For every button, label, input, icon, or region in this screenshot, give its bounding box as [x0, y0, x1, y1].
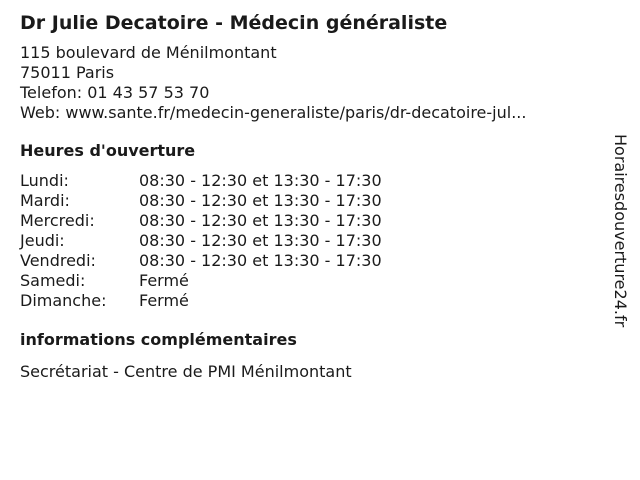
day-label: Vendredi: [20, 251, 96, 270]
site-brand-watermark: Horairesdouverture24.fr [611, 134, 630, 328]
phone-number: Telefon: 01 43 57 53 70 [20, 83, 210, 102]
hours-row-jeudi [20, 231, 600, 251]
day-hours: 08:30 - 12:30 et 13:30 - 17:30 [139, 251, 382, 270]
additional-info-heading: informations complémentaires [20, 330, 297, 349]
hours-row-dimanche [20, 291, 600, 311]
hours-row-lundi [20, 171, 600, 191]
hours-row-mercredi [20, 211, 600, 231]
day-hours: Fermé [139, 291, 189, 310]
opening-hours-table [20, 171, 600, 311]
day-label: Mercredi: [20, 211, 95, 230]
opening-hours-heading: Heures d'ouverture [20, 141, 196, 160]
day-label: Samedi: [20, 271, 86, 290]
day-label: Jeudi: [20, 231, 65, 250]
day-label: Mardi: [20, 191, 70, 210]
website-link[interactable]: Web: www.sante.fr/medecin-generaliste/paris/dr-decatoire-jul... [20, 103, 527, 122]
page-title: Dr Julie Decatoire - Médecin généraliste [20, 12, 448, 34]
address-block [20, 43, 600, 123]
day-hours: 08:30 - 12:30 et 13:30 - 17:30 [139, 211, 382, 230]
day-hours: 08:30 - 12:30 et 13:30 - 17:30 [139, 191, 382, 210]
day-hours: 08:30 - 12:30 et 13:30 - 17:30 [139, 171, 382, 190]
day-hours: 08:30 - 12:30 et 13:30 - 17:30 [139, 231, 382, 250]
hours-row-samedi [20, 271, 600, 291]
business-card [20, 10, 600, 382]
additional-info-text: Secrétariat - Centre de PMI Ménilmontant [20, 362, 352, 381]
day-label: Lundi: [20, 171, 69, 190]
hours-row-mardi [20, 191, 600, 211]
day-label: Dimanche: [20, 291, 107, 310]
street-address: 115 boulevard de Ménilmontant [20, 43, 277, 62]
day-hours: Fermé [139, 271, 189, 290]
hours-row-vendredi [20, 251, 600, 271]
city-postal-code: 75011 Paris [20, 63, 115, 82]
